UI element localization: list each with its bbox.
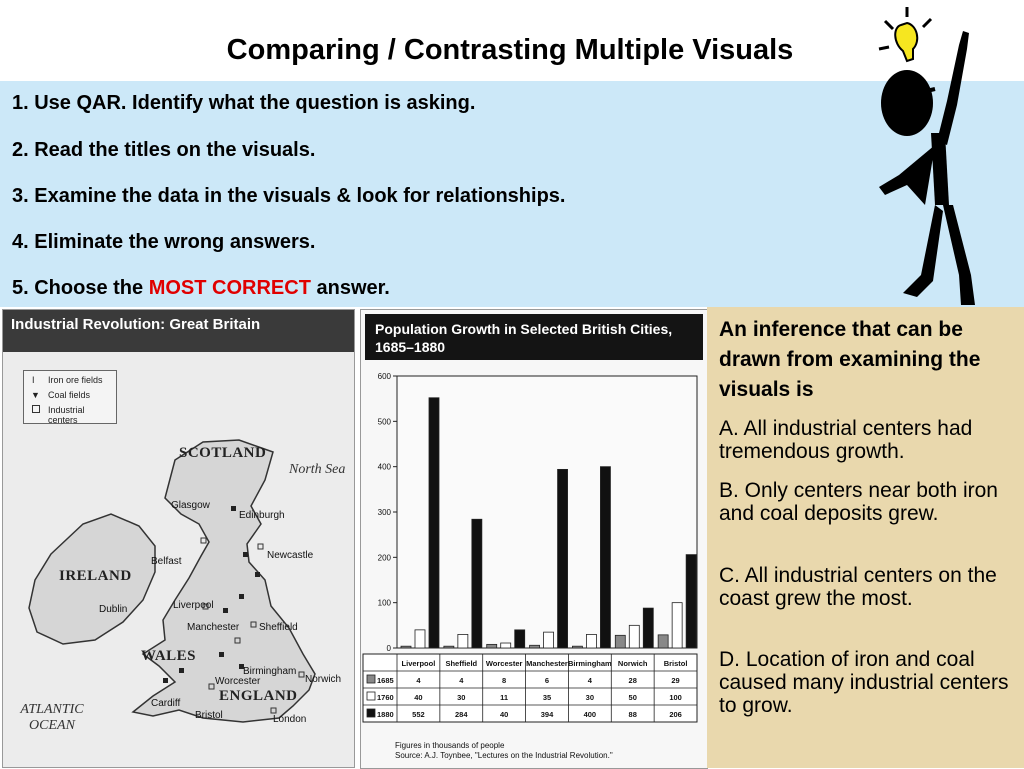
category-label: Manchester — [526, 659, 568, 668]
data-label: 394 — [540, 710, 554, 719]
data-label: 4 — [459, 676, 464, 685]
category-label: Birmingham — [567, 659, 612, 668]
chart-title: Population Growth in Selected British Cities, 1685–1880 — [365, 314, 703, 360]
bar-1760 — [672, 603, 682, 648]
place-edinburgh: Edinburgh — [239, 510, 285, 521]
option-c[interactable]: C. All industrial centers on the coast grew the most. — [719, 564, 997, 610]
bar-1880 — [558, 469, 568, 648]
data-label: 40 — [499, 710, 509, 719]
y-tick-label: 100 — [377, 598, 391, 608]
plot-area — [397, 376, 697, 648]
category-label: Bristol — [663, 659, 688, 668]
place-belfast: Belfast — [151, 556, 182, 567]
data-label: 11 — [500, 693, 509, 702]
place-liverpool: Liverpool — [173, 600, 214, 611]
chart-source: Source: A.J. Toynbee, "Lectures on the Industrial Revolution." — [395, 751, 613, 760]
map-panel — [2, 309, 355, 768]
region-wales: WALES — [141, 648, 197, 664]
category-label: Norwich — [617, 659, 648, 668]
population-bar-chart — [361, 310, 707, 768]
legend-swatch-1880 — [367, 709, 375, 717]
place-manchester: Manchester — [187, 622, 240, 633]
map-legend: I Iron ore fields ▼ Coal fields Industrial centers — [23, 370, 117, 424]
data-label: 6 — [544, 676, 550, 685]
bar-1880 — [643, 608, 653, 648]
legend-label-1760: 1760 — [377, 693, 394, 702]
data-label: 30 — [585, 693, 595, 702]
data-label: 206 — [669, 710, 682, 719]
bar-1685 — [658, 635, 668, 648]
data-label: 28 — [628, 676, 637, 685]
y-tick-label: 200 — [377, 553, 391, 563]
bar-1880 — [686, 555, 696, 648]
step-4: 4. Eliminate the wrong answers. — [12, 231, 316, 253]
stick-figure-idea-icon — [863, 5, 983, 307]
y-tick-label: 400 — [377, 462, 391, 472]
place-dublin: Dublin — [99, 604, 128, 615]
slide-title: Comparing / Contrasting Multiple Visuals — [226, 34, 794, 66]
most-correct-highlight: MOST CORRECT — [148, 277, 311, 299]
bar-1760 — [586, 634, 596, 648]
region-ireland: IRELAND — [59, 568, 132, 584]
legend-label-1880: 1880 — [377, 710, 394, 719]
bar-1880 — [429, 398, 439, 648]
question-stem: An inference that can be drawn from examining the visuals is — [719, 318, 981, 401]
place-sheffield: Sheffield — [259, 622, 298, 633]
place-cardiff: Cardiff — [151, 698, 181, 709]
data-label: 4 — [416, 676, 421, 685]
bar-1685 — [444, 646, 454, 648]
bar-1760 — [458, 634, 468, 648]
place-norwich: Norwich — [305, 674, 342, 685]
bar-1685 — [401, 646, 411, 648]
place-worcester: Worcester — [215, 676, 261, 687]
place-bristol: Bristol — [195, 710, 223, 721]
place-glasgow: Glasgow — [171, 500, 210, 511]
y-tick-label: 300 — [377, 508, 391, 517]
data-label: 88 — [628, 710, 637, 719]
place-newcastle: Newcastle — [267, 550, 314, 561]
bar-1685 — [572, 646, 582, 648]
place-birmingham: Birmingham — [243, 666, 297, 677]
industrial-center-legend-icon — [32, 405, 40, 413]
question-panel — [707, 307, 1024, 768]
bar-1760 — [501, 643, 511, 648]
step-5: 5. Choose the MOST CORRECT answer. — [12, 277, 390, 299]
step-3: 3. Examine the data in the visuals & look for relationships. — [12, 185, 566, 207]
chart-panel — [360, 309, 708, 769]
bar-1880 — [515, 630, 525, 648]
y-tick-label: 0 — [386, 644, 391, 653]
data-label: 29 — [671, 676, 680, 685]
data-label: 50 — [628, 693, 637, 702]
bar-1880 — [472, 519, 482, 648]
data-label: 552 — [412, 710, 425, 719]
legend-swatch-1685 — [367, 675, 375, 683]
data-label: 100 — [669, 693, 682, 702]
bar-1760 — [629, 625, 639, 648]
data-label: 4 — [587, 676, 592, 685]
y-tick-label: 600 — [377, 372, 391, 381]
region-england: ENGLAND — [219, 688, 298, 704]
bar-1685 — [615, 635, 625, 648]
data-label: 30 — [457, 693, 466, 702]
bar-1760 — [544, 632, 554, 648]
y-tick-label: 500 — [377, 417, 391, 427]
category-label: Worcester — [485, 659, 523, 668]
option-d[interactable]: D. Location of iron and coal caused many industrial centers to grow. — [719, 648, 1009, 717]
sea-north-sea: North Sea — [289, 462, 346, 477]
place-london: London — [273, 714, 307, 725]
sea-atlantic-ocean: ATLANTIC OCEAN — [20, 702, 84, 733]
option-b[interactable]: B. Only centers near both iron and coal deposits grew. — [719, 479, 998, 525]
coal-legend-icon: ▼ — [31, 390, 40, 400]
category-label: Sheffield — [445, 659, 478, 668]
iron-ore-legend-icon: I — [32, 375, 35, 385]
data-label: 40 — [414, 693, 423, 702]
chart-footnote: Figures in thousands of people — [395, 741, 505, 750]
bar-1685 — [487, 644, 497, 648]
region-scotland: SCOTLAND — [179, 445, 267, 461]
data-label: 8 — [502, 676, 507, 685]
option-a[interactable]: A. All industrial centers had tremendous growth. — [719, 417, 973, 463]
data-label: 284 — [455, 710, 468, 719]
category-label: Liverpool — [401, 659, 436, 668]
map-title: Industrial Revolution: Great Britain — [3, 310, 354, 352]
step-2: 2. Read the titles on the visuals. — [12, 139, 316, 161]
step-1: 1. Use QAR. Identify what the question is asking. — [12, 92, 476, 114]
bar-1760 — [415, 630, 425, 648]
legend-label-1685: 1685 — [377, 676, 394, 685]
data-label: 400 — [583, 710, 597, 719]
bar-1880 — [600, 467, 610, 648]
legend-swatch-1760 — [367, 692, 375, 700]
data-label: 35 — [542, 693, 552, 702]
bar-1685 — [530, 645, 540, 648]
